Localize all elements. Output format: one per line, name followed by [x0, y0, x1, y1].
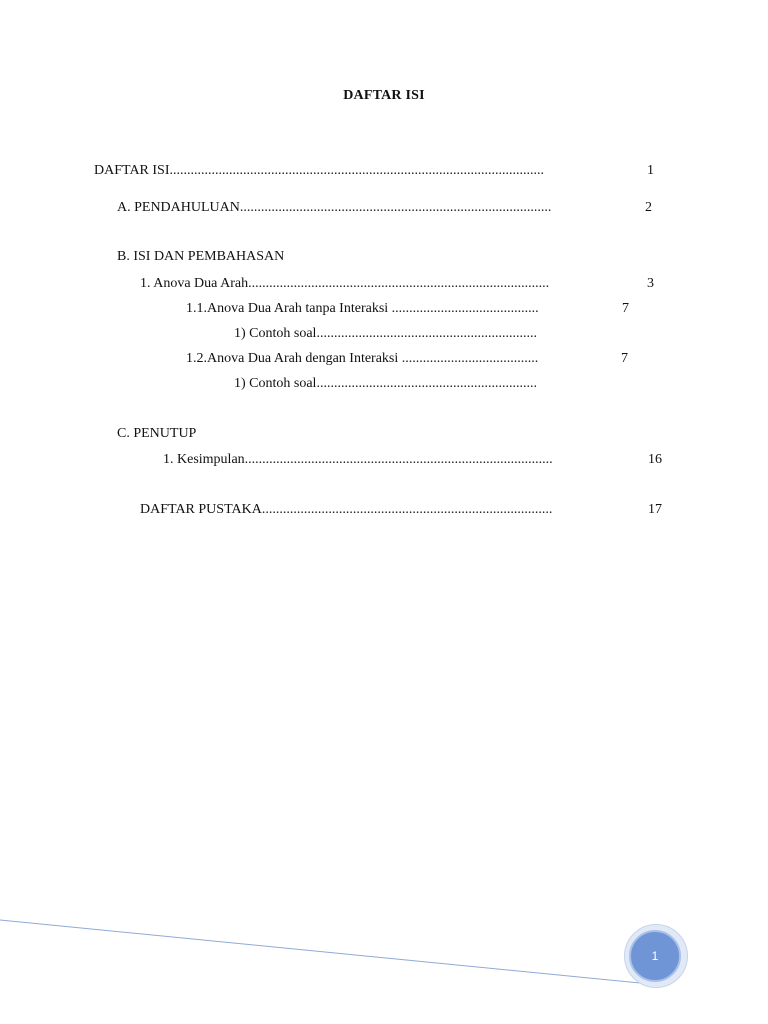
- page-number-badge: [624, 924, 688, 988]
- toc-entry-kesimpulan: 1. Kesimpulan........................................................................................: [163, 452, 553, 467]
- toc-entry-penutup: C. PENUTUP: [117, 426, 197, 441]
- toc-entry-isi-dan-pembahasan: B. ISI DAN PEMBAHASAN: [117, 249, 285, 264]
- toc-entry-contoh-soal-1: 1) Contoh soal...............................................................: [234, 326, 537, 341]
- toc-page-kesimpulan: 16: [648, 452, 662, 467]
- toc-entry-daftar-pustaka: DAFTAR PUSTAKA...................................................................................: [140, 502, 553, 517]
- toc-entry-tanpa-interaksi: 1.1.Anova Dua Arah tanpa Interaksi ..........................................: [186, 301, 539, 316]
- toc-entry-anova-dua-arah: 1. Anova Dua Arah......................................................................................: [140, 276, 550, 291]
- toc-entry-contoh-soal-2: 1) Contoh soal...............................................................: [234, 376, 537, 391]
- page-number: 1: [629, 930, 681, 982]
- page-title: DAFTAR ISI: [343, 88, 425, 103]
- toc-page-daftar-isi: 1: [647, 163, 654, 178]
- toc-page-dengan-interaksi: 7: [621, 351, 628, 366]
- toc-page-tanpa-interaksi: 7: [622, 301, 629, 316]
- toc-page-anova-dua-arah: 3: [647, 276, 654, 291]
- toc-entry-pendahuluan: A. PENDAHULUAN.........................................................................................: [117, 200, 552, 215]
- toc-entry-dengan-interaksi: 1.2.Anova Dua Arah dengan Interaksi .......................................: [186, 351, 539, 366]
- toc-entry-daftar-isi: DAFTAR ISI...........................................................................................................: [94, 163, 544, 178]
- toc-page-pendahuluan: 2: [645, 200, 652, 215]
- toc-page-daftar-pustaka: 17: [648, 502, 662, 517]
